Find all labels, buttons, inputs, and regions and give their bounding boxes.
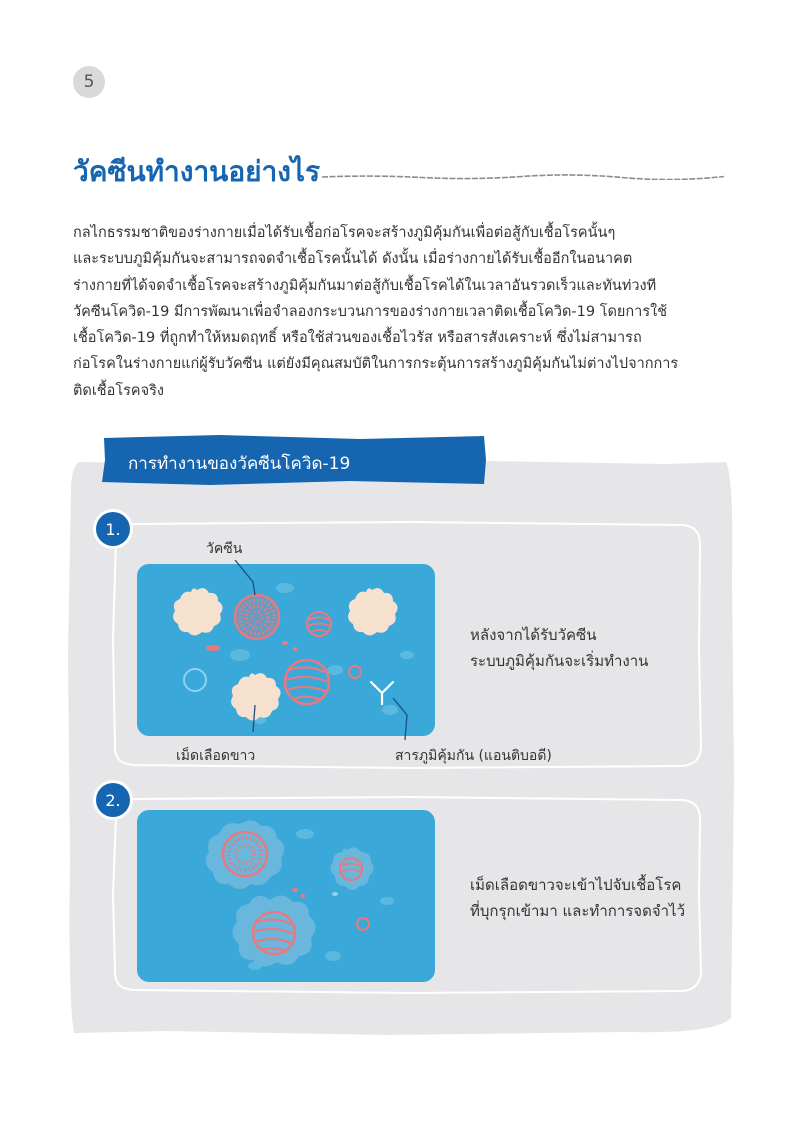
- particle-blob: [400, 651, 414, 659]
- step-1-description-line: ระบบภูมิคุ้มกันจะเริ่มทำงาน: [470, 652, 649, 670]
- title-underline: [322, 174, 724, 180]
- particle-pink: [293, 647, 298, 651]
- particle-blob: [380, 897, 394, 905]
- particle-pink: [282, 641, 288, 645]
- intro-line: กลไกธรรมชาติของร่างกายเมื่อได้รับเชื้อก่อโรคจะสร้างภูมิคุ้มกันเพื่อต่อสู้กับเชื้อโรคนั้นๆ: [73, 225, 616, 241]
- step-2-description: [470, 872, 685, 924]
- particle-blob: [230, 649, 250, 661]
- particle-pink: [292, 888, 298, 892]
- intro-line: และระบบภูมิคุ้มกันจะสามารถจดจำเชื้อโรคนั้นได้ ดังนั้น เมื่อร่างกายได้รับเชื้ออีกในอนาคต: [73, 251, 633, 268]
- section-banner-title: การทำงานของวัคซีนโควิด-19: [128, 454, 351, 474]
- step-1-illustration: [135, 560, 439, 740]
- vaccine-label: วัคซีน: [206, 541, 243, 557]
- intro-line: ร่างกายที่ได้จดจำเชื้อโรคจะสร้างภูมิคุ้มกันมาต่อสู้กับเชื้อโรคได้ในเวลาอันรวดเร็วและทันท่วงที: [73, 277, 657, 294]
- intro-line: ก่อโรคในร่างกายแก่ผู้รับวัคซีน แต่ยังมีคุณสมบัติในการกระตุ้นการสร้างภูมิคุ้มกันไม่ต่างไปจากการ: [73, 356, 679, 373]
- intro-line: เชื้อโควิด-19 ที่ถูกทำให้หมดฤทธิ์ หรือใช้ส่วนของเชื้อไวรัส หรือสารสังเคราะห์ ซึ่งไม่สามารถ: [73, 330, 642, 347]
- step-2-illustration: [135, 806, 439, 986]
- step-2-description-line: ที่บุกรุกเข้ามา และทำการจดจำไว้: [470, 902, 686, 920]
- particle-pink: [301, 894, 306, 898]
- step-1-description: [470, 622, 648, 674]
- vaccine-particle-icon: [235, 595, 279, 639]
- intro-line: ติดเชื้อโรคจริง: [73, 382, 164, 399]
- intro-paragraph: [73, 220, 733, 404]
- step-2-badge: 2.: [96, 783, 130, 817]
- particle-pink: [206, 645, 220, 651]
- antibody-label: สารภูมิคุ้มกัน (แอนติบอดี): [395, 748, 552, 764]
- particle-blob: [382, 705, 398, 715]
- step-1-description-line: หลังจากได้รับวัคซีน: [470, 626, 597, 644]
- particle-blob: [325, 951, 341, 961]
- step-2-description-line: เม็ดเลือดขาวจะเข้าไปจับเชื้อโรค: [470, 876, 682, 894]
- page-number: 5: [73, 66, 105, 98]
- intro-line: วัคซีนโควิด-19 มีการพัฒนาเพื่อจำลองกระบวนการของร่างกายเวลาติดเชื้อโควิด-19 โดยการใช้: [73, 303, 668, 320]
- particle-blob: [276, 583, 294, 593]
- step-1-badge: 1.: [96, 512, 130, 546]
- particle-blob: [327, 665, 343, 675]
- page-title: วัคซีนทำงานอย่างไร: [73, 155, 321, 188]
- particle-pink: [332, 892, 338, 896]
- particle-blob: [296, 829, 314, 839]
- white-blood-cell-label: เม็ดเลือดขาว: [176, 748, 256, 764]
